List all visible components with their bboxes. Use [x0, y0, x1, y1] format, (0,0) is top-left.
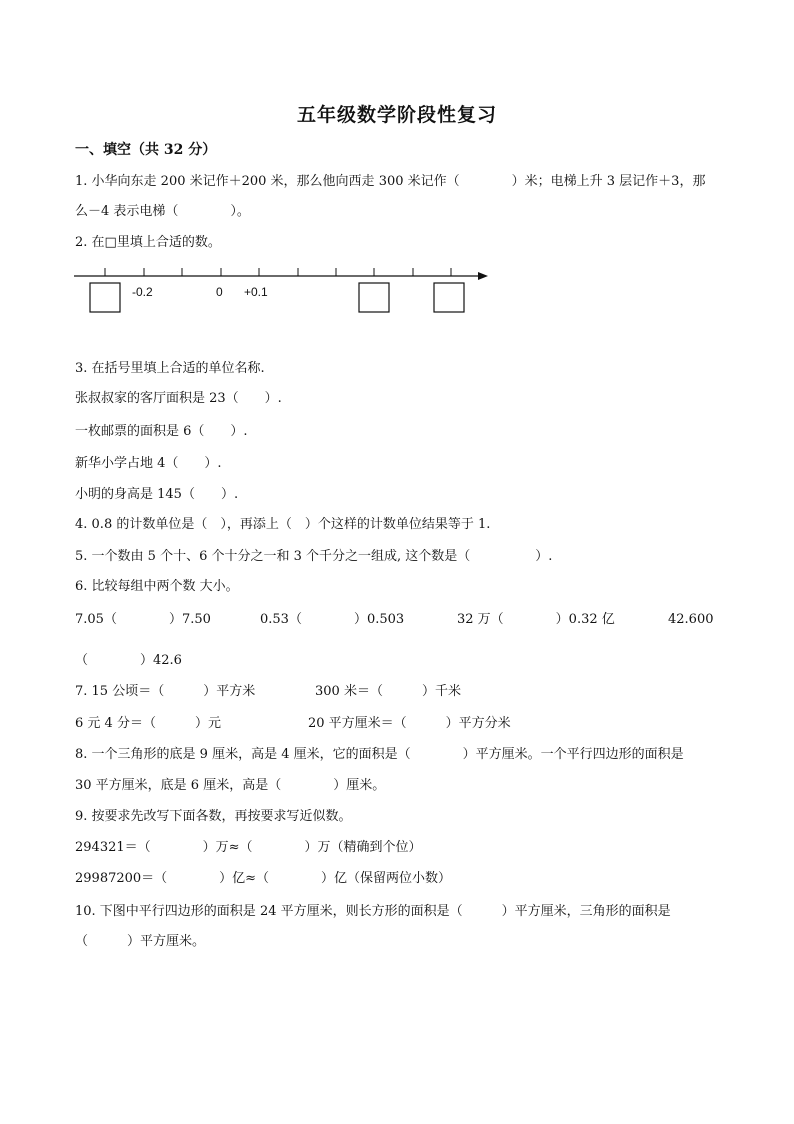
section-heading: 一、填空（共 32 分）	[75, 142, 217, 158]
number-line-ticks	[105, 268, 451, 276]
number-line-label: +0.1	[244, 285, 268, 299]
question-10-line-2: （ ）平方厘米。	[75, 934, 206, 949]
number-line-label: -0.2	[132, 285, 153, 299]
question-4: 4. 0.8 的计数单位是（ ），再添上（ ）个这样的计数单位结果等于 1.	[75, 517, 491, 532]
question-8-line-2: 30 平方厘米，底是 6 厘米，高是（ ）厘米。	[75, 778, 386, 793]
number-line-label: 0	[216, 285, 223, 299]
question-7-item: 6 元 4 分＝（ ）元	[75, 716, 221, 731]
page-title: 五年级数学阶段性复习	[296, 104, 497, 126]
question-1-line-2: 么－4 表示电梯（ ）。	[75, 204, 250, 219]
question-5: 5. 一个数由 5 个十、6 个十分之一和 3 个千分之一组成, 这个数是（ ）.	[75, 549, 553, 564]
number-line-arrow	[478, 272, 488, 280]
question-1-line-1: 1. 小华向东走 200 米记作＋200 米，那么他向西走 300 米记作（ ）米；电梯上升 3 层记作＋3，那	[75, 174, 706, 189]
question-6-item: （ ）42.6	[75, 653, 182, 668]
answer-box-3	[434, 283, 464, 312]
question-6-item: 42.600	[668, 612, 714, 627]
question-9: 9. 按要求先改写下面各数，再按要求写近似数。	[75, 809, 352, 824]
question-3-item: 张叔叔家的客厅面积是 23（ ）.	[75, 391, 282, 406]
question-6-item: 32 万（ ）0.32 亿	[457, 612, 615, 627]
question-3-item: 小明的身高是 145（ ）.	[75, 487, 239, 502]
answer-box-1	[90, 283, 120, 312]
question-3-item: 一枚邮票的面积是 6（ ）.	[75, 424, 248, 439]
question-6: 6. 比较每组中两个数 大小。	[75, 579, 239, 594]
question-10-line-1: 10. 下图中平行四边形的面积是 24 平方厘米，则长方形的面积是（ ）平方厘米，三角形的面积是	[75, 904, 671, 919]
question-6-item: 7.05（ ）7.50	[75, 612, 211, 627]
answer-box-2	[359, 283, 389, 312]
number-line-figure	[72, 266, 492, 318]
question-2: 2. 在□里填上合适的数。	[75, 235, 221, 250]
question-6-item: 0.53（ ）0.503	[260, 612, 405, 627]
question-7-item: 20 平方厘米＝（ ）平方分米	[308, 716, 511, 731]
question-9-item: 29987200＝（ ）亿≈（ ）亿（保留两位小数）	[75, 871, 452, 886]
question-7-item: 7. 15 公顷＝（ ）平方米	[75, 684, 256, 699]
question-3-item: 新华小学占地 4（ ）.	[75, 456, 222, 471]
question-7-item: 300 米＝（ ）千米	[315, 684, 461, 699]
question-9-item: 294321＝（ ）万≈（ ）万（精确到个位）	[75, 840, 422, 855]
question-8-line-1: 8. 一个三角形的底是 9 厘米，高是 4 厘米，它的面积是（ ）平方厘米。一个平行四边形的面积是	[75, 747, 684, 762]
question-3: 3. 在括号里填上合适的单位名称.	[75, 361, 265, 376]
